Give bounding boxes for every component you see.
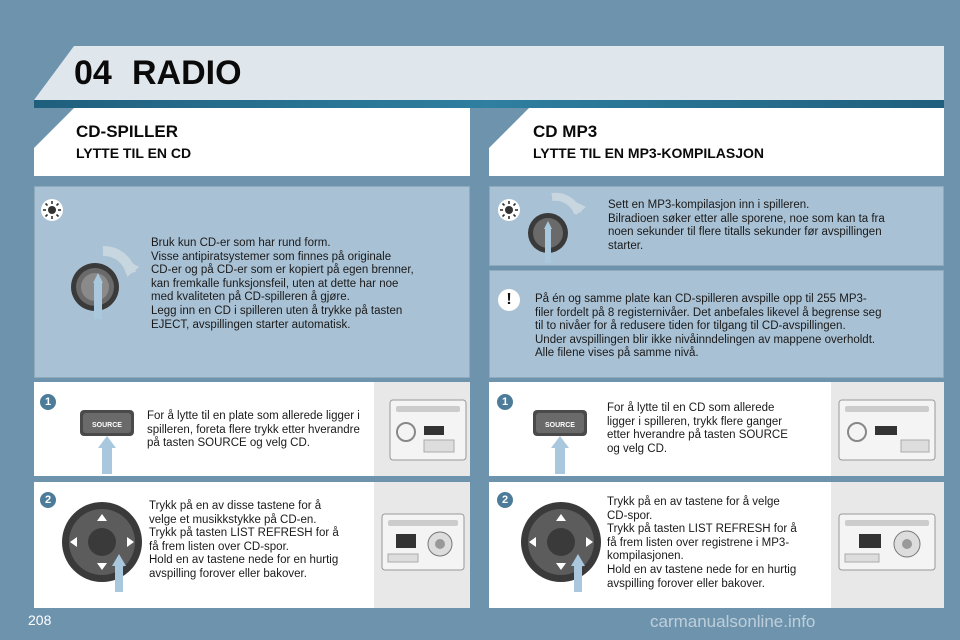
text-line: CD-spor. <box>607 509 653 522</box>
text-line: spilleren, foreta flere trykk etter hverandre <box>147 423 360 436</box>
step-number-badge: 1 <box>38 392 58 412</box>
right-section-subtitle: LYTTE TIL EN MP3-KOMPILASJON <box>533 145 765 161</box>
text-line: filer fordelt på 8 registernivåer. Det anbefales likevel å begrense seg <box>535 306 882 319</box>
text-line: Bruk kun CD-er som har rund form. <box>151 237 331 249</box>
header-corner <box>489 108 529 148</box>
eject-knob-icon <box>63 239 143 329</box>
source-button-label: SOURCE <box>92 422 122 429</box>
left-info-panel <box>34 186 470 378</box>
text-line: Trykk på en av tastene for å velge <box>607 496 780 508</box>
text-line: Trykk på en av disse tastene for å <box>149 500 322 512</box>
source-button-icon <box>533 402 587 474</box>
text-line: etter hverandre på tasten SOURCE <box>607 429 788 442</box>
text-line: til to nivåer for å redusere tiden for tilgang til CD-avspillingen. <box>535 320 846 333</box>
right-step2-panel <box>489 482 944 608</box>
text-line: Visse antipiratsystemer som finnes på originale <box>151 250 392 263</box>
radio-unit-image <box>831 482 944 608</box>
text-line: og velg CD. <box>607 442 668 455</box>
right-step2-text <box>607 496 797 591</box>
text-line: starter. <box>608 239 644 252</box>
text-line: velge et musikkstykke på CD-en. <box>149 513 317 526</box>
text-line: Trykk på tasten LIST REFRESH for å <box>607 523 797 536</box>
page-number: 208 <box>28 612 52 628</box>
left-section-header <box>34 108 470 176</box>
text-line: EJECT, avspillingen starter automatisk. <box>151 318 351 331</box>
chapter-title: RADIO <box>132 54 242 92</box>
text-line: kan fremkalle funksjonsfeil, uten at dette har noe <box>151 277 399 290</box>
text-line: på tasten SOURCE og velg CD. <box>147 437 310 450</box>
text-line: Sett en MP3-kompilasjon inn i spilleren. <box>608 199 810 211</box>
text-line: For å lytte til en plate som allerede ligger i <box>147 410 360 422</box>
chapter-number: 04 <box>74 54 112 92</box>
text-line: med kvaliteten på CD-spilleren å gjøre. <box>151 291 350 304</box>
arrow-keypad-icon <box>511 494 611 594</box>
right-info-text <box>608 199 885 253</box>
right-section-header <box>489 108 944 176</box>
text-line: Hold en av tastene nede for en hurtig <box>607 563 797 576</box>
text-line: avspilling forover eller bakover. <box>607 577 765 590</box>
text-line: få frem listen over CD-spor. <box>149 540 289 553</box>
eject-knob-icon <box>524 189 592 265</box>
text-line: Legg inn en CD i spilleren uten å trykke på tasten <box>151 304 403 317</box>
sun-icon <box>498 199 520 221</box>
text-line: ligger i spilleren, trykk flere ganger <box>607 415 783 428</box>
right-warning-panel <box>489 270 944 378</box>
step-number-badge: 2 <box>495 490 515 510</box>
left-step2-panel <box>34 482 470 608</box>
left-info-text <box>151 237 414 332</box>
right-info-panel <box>489 186 944 266</box>
text-line: Trykk på tasten LIST REFRESH for å <box>149 527 339 540</box>
radio-unit-image <box>374 482 470 608</box>
left-step1-panel <box>34 382 470 476</box>
header-notch <box>34 46 74 100</box>
header-corner <box>34 108 74 148</box>
right-step1-panel <box>489 382 944 476</box>
text-line: For å lytte til en CD som allerede <box>607 402 775 414</box>
text-line: noen sekunder til flere titalls sekunder før avspillingen <box>608 226 882 239</box>
text-line: Bilradioen søker etter alle sporene, noe som kan ta fra <box>608 212 885 225</box>
text-line: Alle filene vises på samme nivå. <box>535 347 699 360</box>
warning-icon: ! <box>498 289 520 311</box>
right-warning-text <box>535 293 881 361</box>
text-line: avspilling forover eller bakover. <box>149 567 307 580</box>
text-line: Hold en av tastene nede for en hurtig <box>149 554 339 567</box>
text-line: kompilasjonen. <box>607 550 684 563</box>
right-step1-text <box>607 402 788 456</box>
header-accent-strip <box>34 100 944 108</box>
sun-icon <box>41 199 63 221</box>
source-button-label: SOURCE <box>545 422 575 429</box>
text-line: Under avspillingen blir ikke nivåinndelingen av mappene overholdt. <box>535 333 876 346</box>
step-number-badge: 2 <box>38 490 58 510</box>
right-section-title: CD MP3 <box>533 122 598 141</box>
step-number-badge: 1 <box>495 392 515 412</box>
arrow-keypad-icon <box>52 494 152 594</box>
radio-unit-image <box>374 382 470 476</box>
left-section-title: CD-SPILLER <box>76 122 178 141</box>
radio-unit-image <box>831 382 944 476</box>
left-step1-text <box>147 410 360 451</box>
text-line: CD-er og på CD-er som er kopiert på egen brenner, <box>151 264 414 277</box>
text-line: På én og samme plate kan CD-spilleren avspille opp til 255 MP3- <box>535 293 867 305</box>
watermark: carmanualsonline.info <box>650 612 816 631</box>
text-line: få frem listen over registrene i MP3- <box>607 536 790 549</box>
left-section-subtitle: LYTTE TIL EN CD <box>76 145 192 161</box>
source-button-icon <box>80 402 134 474</box>
left-step2-text <box>149 500 339 582</box>
